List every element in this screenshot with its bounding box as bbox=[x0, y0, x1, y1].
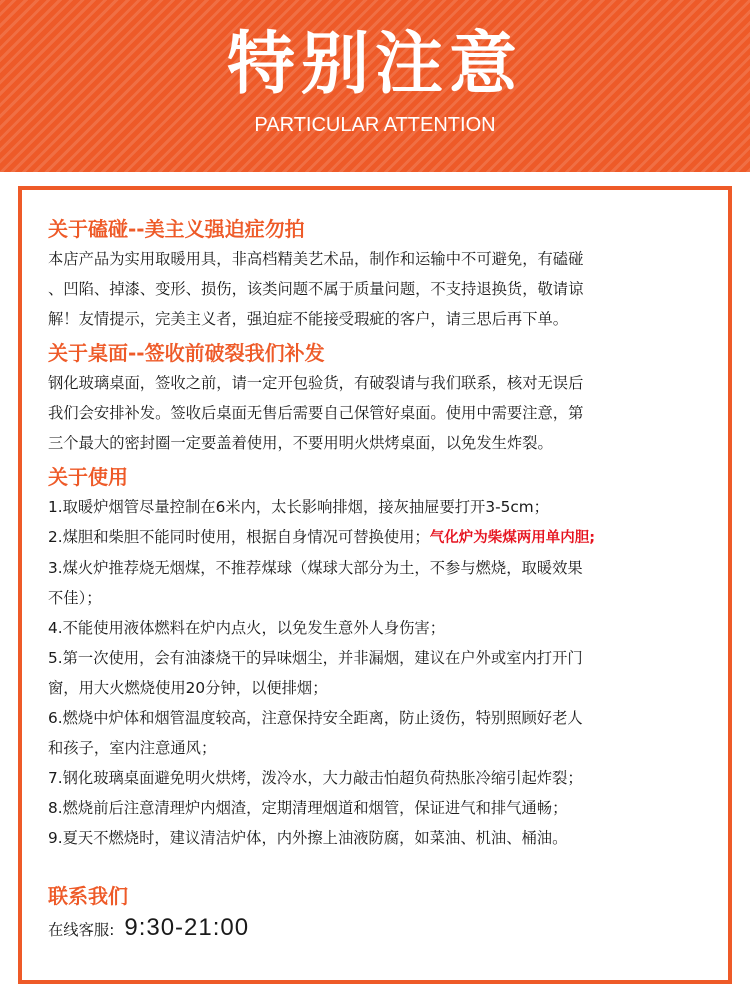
usage-item-2-text: 2.煤胆和柴胆不能同时使用，根据自身情况可替换使用； bbox=[48, 528, 430, 546]
usage-item-1: 1.取暖炉烟管尽量控制在6米内，太长影响排烟，接灰抽屉要打开3-5cm； bbox=[48, 498, 549, 516]
collision-line-3: 解！友情提示，完美主义者，强迫症不能接受瑕疵的客户，请三思后再下单。 bbox=[48, 310, 569, 328]
usage-item-2 bbox=[48, 522, 714, 553]
usage-item-8: 8.燃烧前后注意清理炉内烟渣，定期清理烟道和烟管，保证进气和排气通畅； bbox=[48, 799, 568, 817]
collision-line-1: 本店产品为实用取暖用具，非高档精美艺术品，制作和运输中不可避免，有磕碰 bbox=[48, 250, 584, 268]
notice-panel bbox=[18, 186, 732, 984]
tabletop-line-2: 我们会安排补发。签收后桌面无售后需要自己保管好桌面。使用中需要注意，第 bbox=[48, 404, 584, 422]
contact-heading: 联系我们 bbox=[48, 884, 128, 908]
usage-item-3b: 不佳）； bbox=[48, 589, 102, 607]
service-hours: 9:30-21:00 bbox=[124, 914, 250, 941]
tabletop-line-3: 三个最大的密封圈一定要盖着使用，不要用明火烘烤桌面，以免发生炸裂。 bbox=[48, 434, 553, 452]
usage-item-9: 9.夏天不燃烧时，建议清洁炉体，内外擦上油液防腐，如菜油、机油、桶油。 bbox=[48, 829, 568, 847]
usage-heading: 关于使用 bbox=[48, 465, 128, 489]
collision-line-2: 、凹陷、掉漆、变形、损伤，该类问题不属于质量问题，不支持退换货，敬请谅 bbox=[48, 280, 584, 298]
tabletop-line-1: 钢化玻璃桌面，签收之前，请一定开包验货，有破裂请与我们联系，核对无误后 bbox=[48, 374, 584, 392]
usage-item-6a: 6.燃烧中炉体和烟管温度较高，注意保持安全距离，防止烫伤，特别照顾好老人 bbox=[48, 709, 583, 727]
usage-item-3a: 3.煤火炉推荐烧无烟煤，不推荐煤球（煤球大部分为土，不参与燃烧，取暖效果 bbox=[48, 559, 583, 577]
tabletop-heading: 关于桌面--签收前破裂我们补发 bbox=[48, 341, 325, 365]
header-banner bbox=[0, 0, 750, 172]
usage-item-6b: 和孩子，室内注意通风； bbox=[48, 739, 217, 757]
page-title: 特别注意 bbox=[226, 25, 523, 104]
usage-item-2-highlight: 气化炉为柴煤两用单内胆; bbox=[429, 530, 596, 546]
usage-item-7: 7.钢化玻璃桌面避免明火烘烤，泼冷水，大力敲击怕超负荷热胀冷缩引起炸裂； bbox=[48, 769, 583, 787]
contact-line bbox=[48, 911, 714, 947]
usage-item-5b: 窗，用大火燃烧使用20分钟，以便排烟； bbox=[48, 679, 328, 697]
usage-item-4: 4.不能使用液体燃料在炉内点火，以免发生意外人身伤害； bbox=[48, 619, 446, 637]
contact-label: 在线客服: bbox=[48, 921, 115, 939]
collision-heading: 关于磕碰--美主义强迫症勿拍 bbox=[48, 217, 305, 241]
usage-item-5a: 5.第一次使用，会有油漆烧干的异味烟尘，并非漏烟，建议在户外或室内打开门 bbox=[48, 649, 583, 667]
page-subtitle: PARTICULAR ATTENTION bbox=[254, 114, 496, 136]
notice-content bbox=[48, 214, 714, 947]
